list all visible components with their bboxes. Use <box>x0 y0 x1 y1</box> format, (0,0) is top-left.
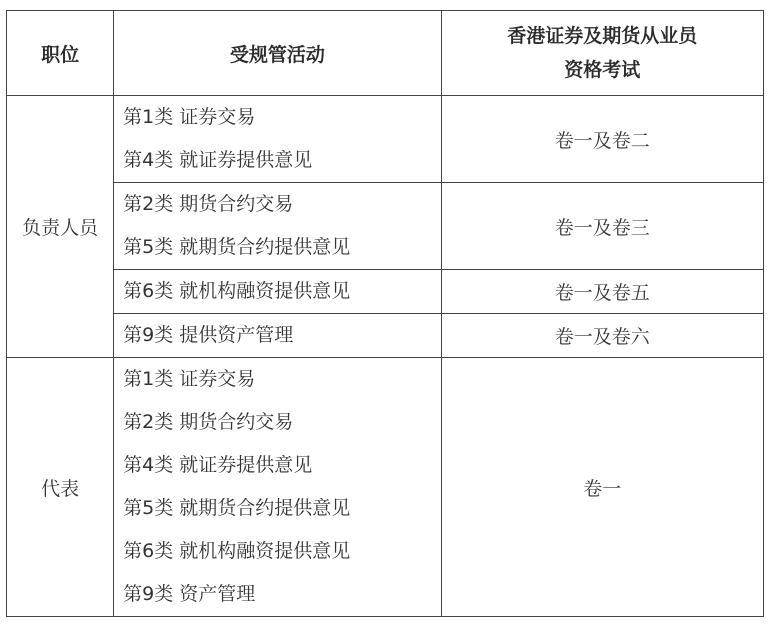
license-exam-table <box>6 10 764 617</box>
exam-cell: 卷一及卷六 <box>441 314 763 358</box>
activity-item: 第2类 期货合约交易 <box>123 411 294 433</box>
activity-item: 第1类 证券交易 <box>123 106 256 128</box>
activity-item: 第1类 证券交易 <box>123 368 256 390</box>
header-exam <box>441 11 763 96</box>
activity-item: 第5类 就期货合约提供意见 <box>123 497 351 519</box>
activity-cell <box>114 183 441 270</box>
table-row <box>7 358 764 617</box>
position-cell-representative: 代表 <box>7 358 114 617</box>
activity-item: 第9类 提供资产管理 <box>123 324 294 346</box>
header-exam-line-1: 香港证券及期货从业员 <box>507 25 698 47</box>
activity-item: 第6类 就机构融资提供意见 <box>123 540 351 562</box>
exam-cell: 卷一及卷五 <box>441 270 763 314</box>
activity-cell <box>114 270 441 314</box>
header-activity: 受规管活动 <box>114 11 441 96</box>
activity-cell <box>114 358 441 617</box>
table-header-row <box>7 11 764 96</box>
exam-cell: 卷一及卷三 <box>441 183 763 270</box>
activity-cell <box>114 96 441 183</box>
table-row <box>7 314 764 358</box>
activity-item: 第9类 资产管理 <box>123 583 256 605</box>
activity-item: 第2类 期货合约交易 <box>123 193 294 215</box>
exam-cell: 卷一及卷二 <box>441 96 763 183</box>
activity-item: 第4类 就证券提供意见 <box>123 149 313 171</box>
table-row <box>7 96 764 183</box>
position-cell-responsible-officer: 负责人员 <box>7 96 114 358</box>
header-position: 职位 <box>7 11 114 96</box>
header-exam-line-2: 资格考试 <box>564 59 641 81</box>
activity-item: 第5类 就期货合约提供意见 <box>123 236 351 258</box>
activity-cell <box>114 314 441 358</box>
table-row <box>7 183 764 270</box>
activity-item: 第6类 就机构融资提供意见 <box>123 280 351 302</box>
exam-cell: 卷一 <box>441 358 763 617</box>
activity-item: 第4类 就证券提供意见 <box>123 454 313 476</box>
table-row <box>7 270 764 314</box>
